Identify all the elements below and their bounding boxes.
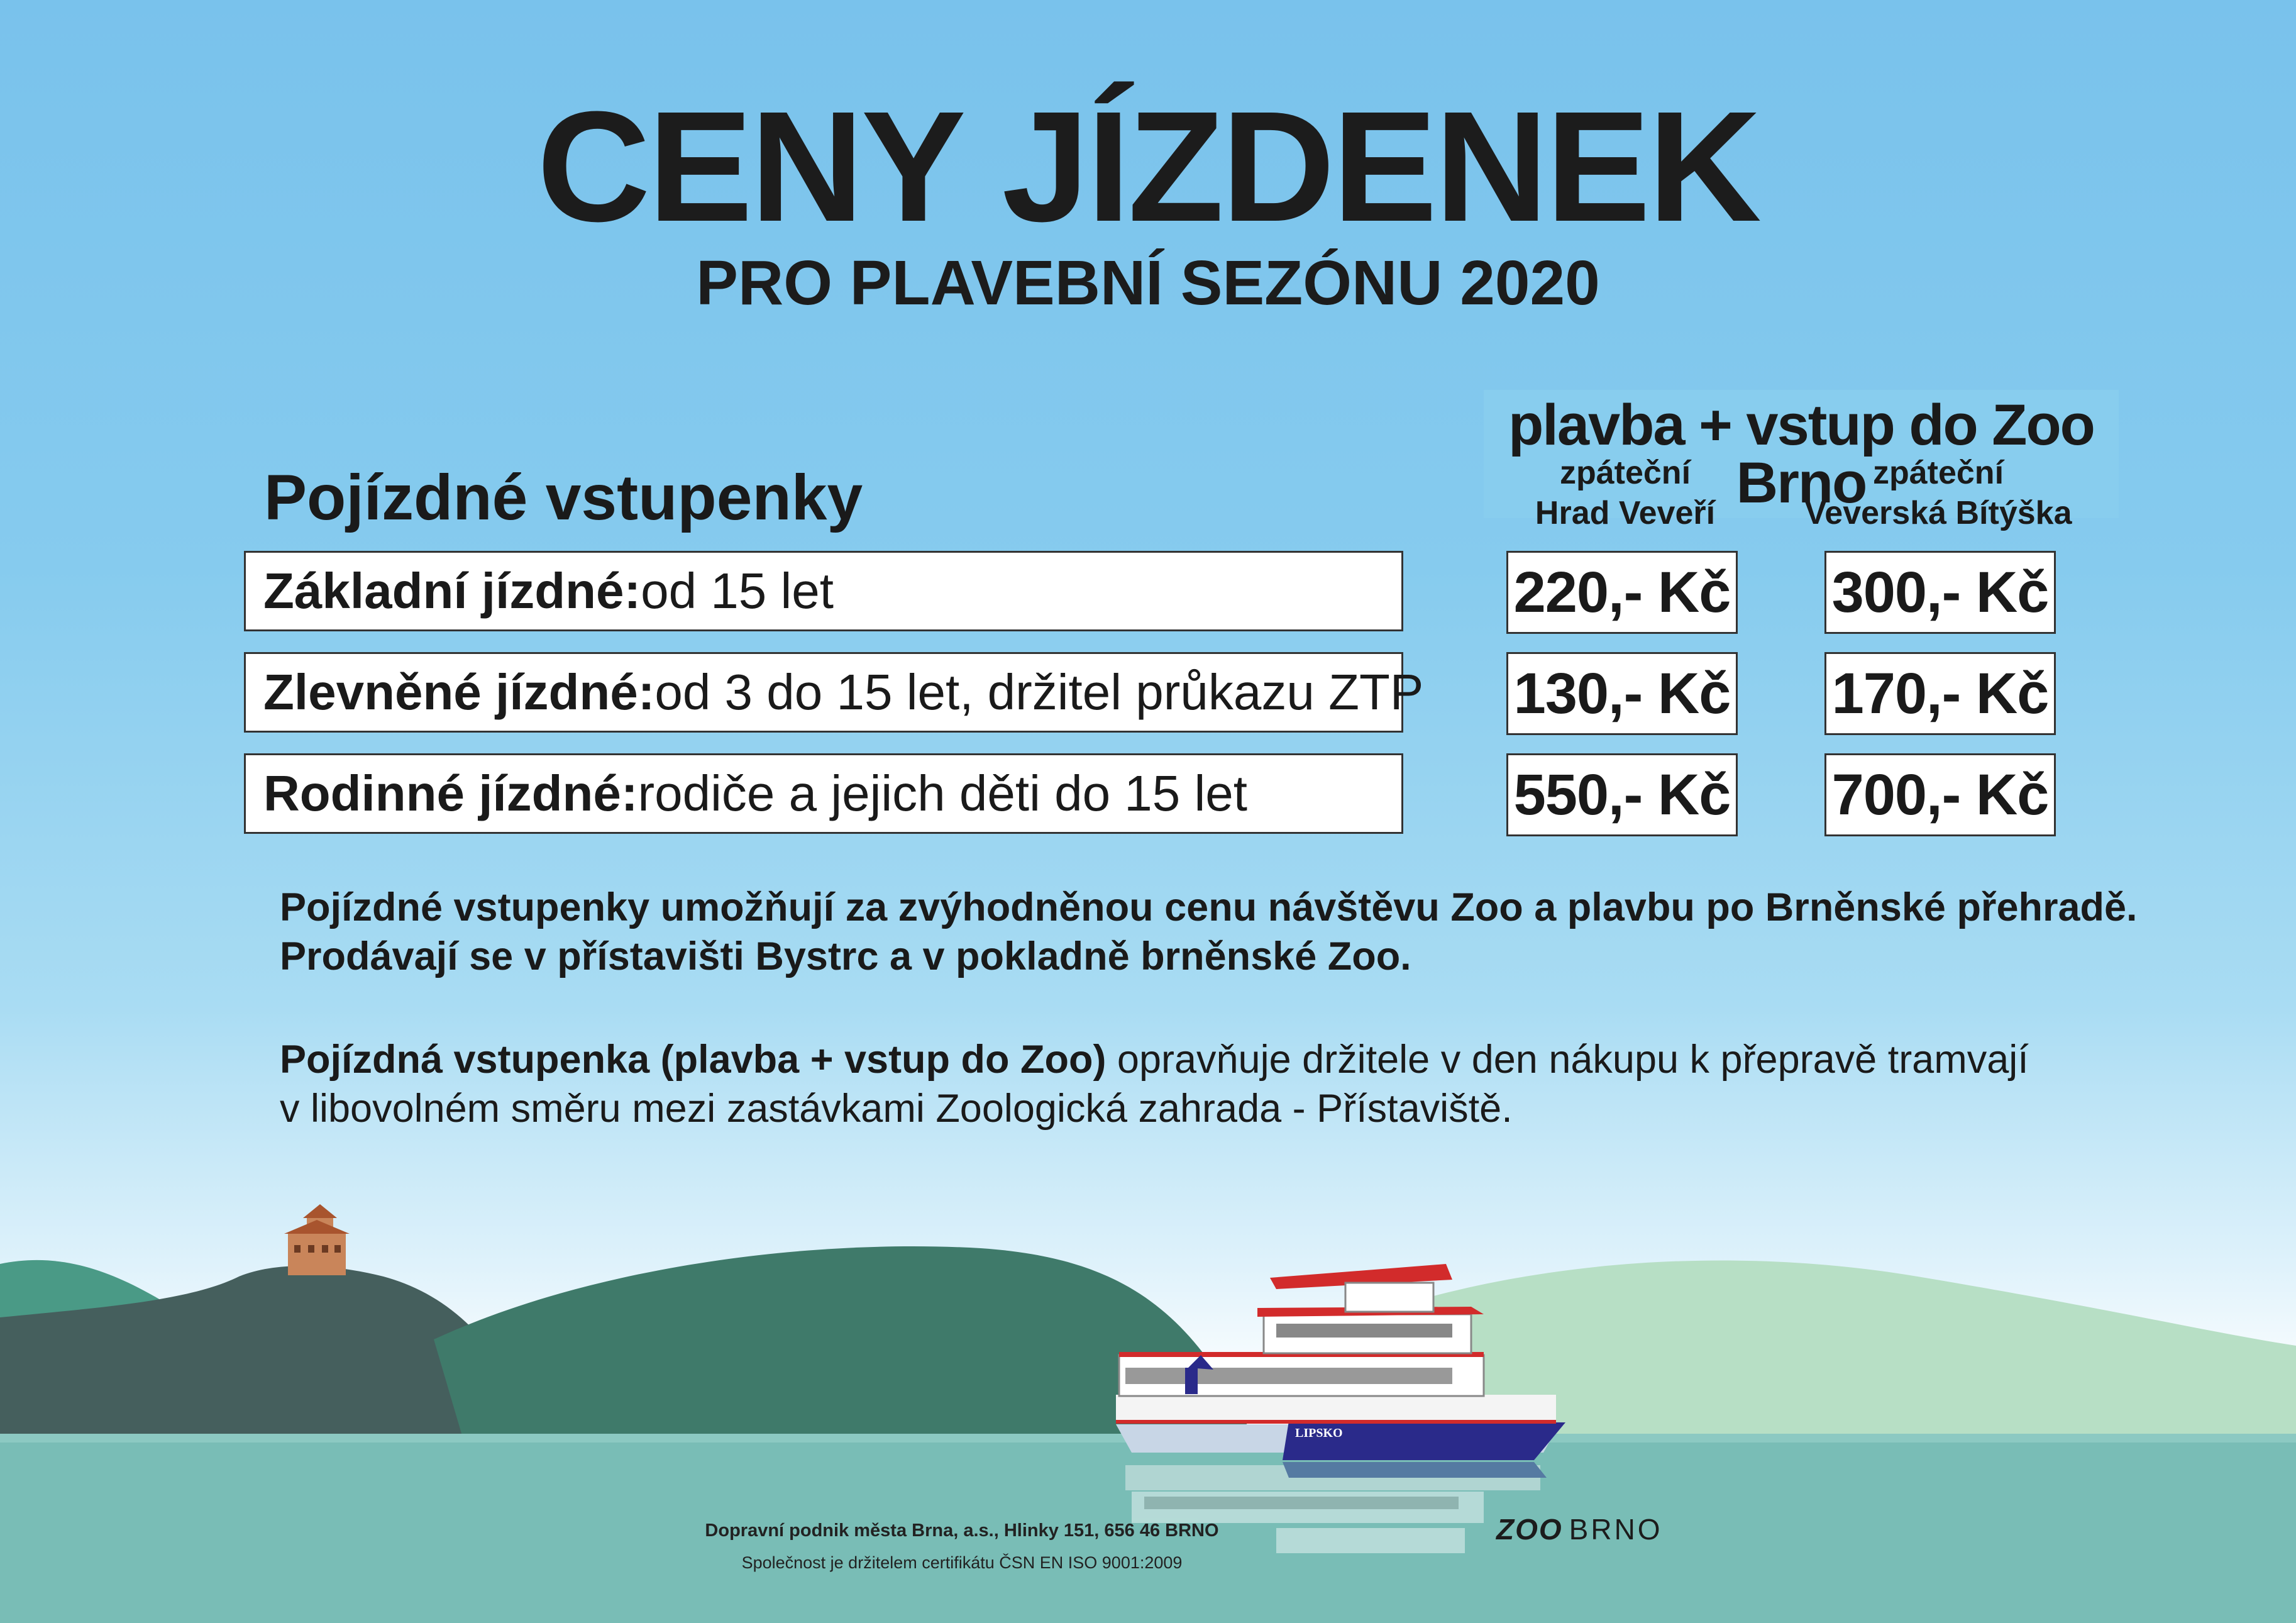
info-line: v libovolném směru mezi zastávkami Zoologická zahrada - Přístaviště. xyxy=(280,1087,1513,1131)
page-subtitle: PRO PLAVEBNÍ SEZÓNU 2020 xyxy=(696,248,1600,318)
footer-certificate: Společnost je držitelem certifikátu ČSN EN ISO 9001:2009 xyxy=(741,1553,1183,1572)
column-header-line1: zpáteční xyxy=(1872,455,2004,491)
boat-name-label xyxy=(1144,1415,1343,1446)
column-header-line2: Hrad Veveří xyxy=(1535,495,1716,531)
ticket-type-detail: rodiče a jejich děti do 15 let xyxy=(637,765,1248,821)
info-paragraph-sales xyxy=(280,883,2138,981)
logo-zoo-text: ZOO xyxy=(1496,1513,1563,1546)
zoo-brno-logo xyxy=(1496,1512,1663,1546)
price-family-veverska-bityska: 700,- Kč xyxy=(1824,753,2056,836)
logo-brno-text: BRNO xyxy=(1569,1513,1663,1546)
price-basic-veverska-bityska: 300,- Kč xyxy=(1824,551,2056,634)
info-line xyxy=(280,1035,2029,1084)
column-header-line1: zpáteční xyxy=(1559,455,1691,491)
ticket-type-label: Zlevněné jízdné: xyxy=(263,664,655,720)
price-discounted-veverska-bityska: 170,- Kč xyxy=(1824,652,2056,735)
column-header-hrad-veveri xyxy=(1481,453,1770,533)
info-line: Prodávají se v přístavišti Bystrc a v pokladně brněnské Zoo. xyxy=(280,934,1411,978)
ticket-type-detail: od 15 let xyxy=(641,563,834,619)
ticket-type-label: Základní jízdné: xyxy=(263,563,641,619)
ticket-type-detail: od 3 do 15 let, držitel průkazu ZTP xyxy=(654,664,1424,720)
info-line: Pojízdné vstupenky umožňují za zvýhodněnou cenu návštěvu Zoo a plavbu po Brněnské přehradě. xyxy=(280,885,2138,929)
price-family-hrad-veveri: 550,- Kč xyxy=(1506,753,1738,836)
castle-veveri xyxy=(284,1204,350,1275)
page-title: CENY JÍZDENEK xyxy=(537,79,1759,254)
price-basic-hrad-veveri: 220,- Kč xyxy=(1506,551,1738,634)
ticket-type-label: Rodinné jízdné: xyxy=(263,765,638,821)
price-discounted-hrad-veveri: 130,- Kč xyxy=(1506,652,1738,735)
info-paragraph-tram xyxy=(280,1035,2029,1133)
info-text: opravňuje držitele v den nákupu k přepravě tramvají xyxy=(1106,1038,2029,1082)
footer-company: Dopravní podnik města Brna, a.s., Hlinky 151, 656 46 BRNO xyxy=(705,1521,1219,1541)
column-header-veverska-bityska xyxy=(1794,453,2083,533)
section-title: Pojízdné vstupenky xyxy=(264,462,863,533)
zoo-combo-header: plavba + vstup do Zoo Brno xyxy=(1484,390,2119,518)
ticket-row-family xyxy=(244,753,1403,834)
ticket-row-discounted xyxy=(244,652,1424,733)
ticket-row-basic xyxy=(244,551,1403,631)
boat-name-text: LIPSKO xyxy=(1295,1426,1343,1440)
column-header-line2: Veverská Bítýška xyxy=(1804,495,2072,531)
info-bold-phrase: Pojízdná vstupenka (plavba + vstup do Zoo) xyxy=(280,1038,1107,1082)
